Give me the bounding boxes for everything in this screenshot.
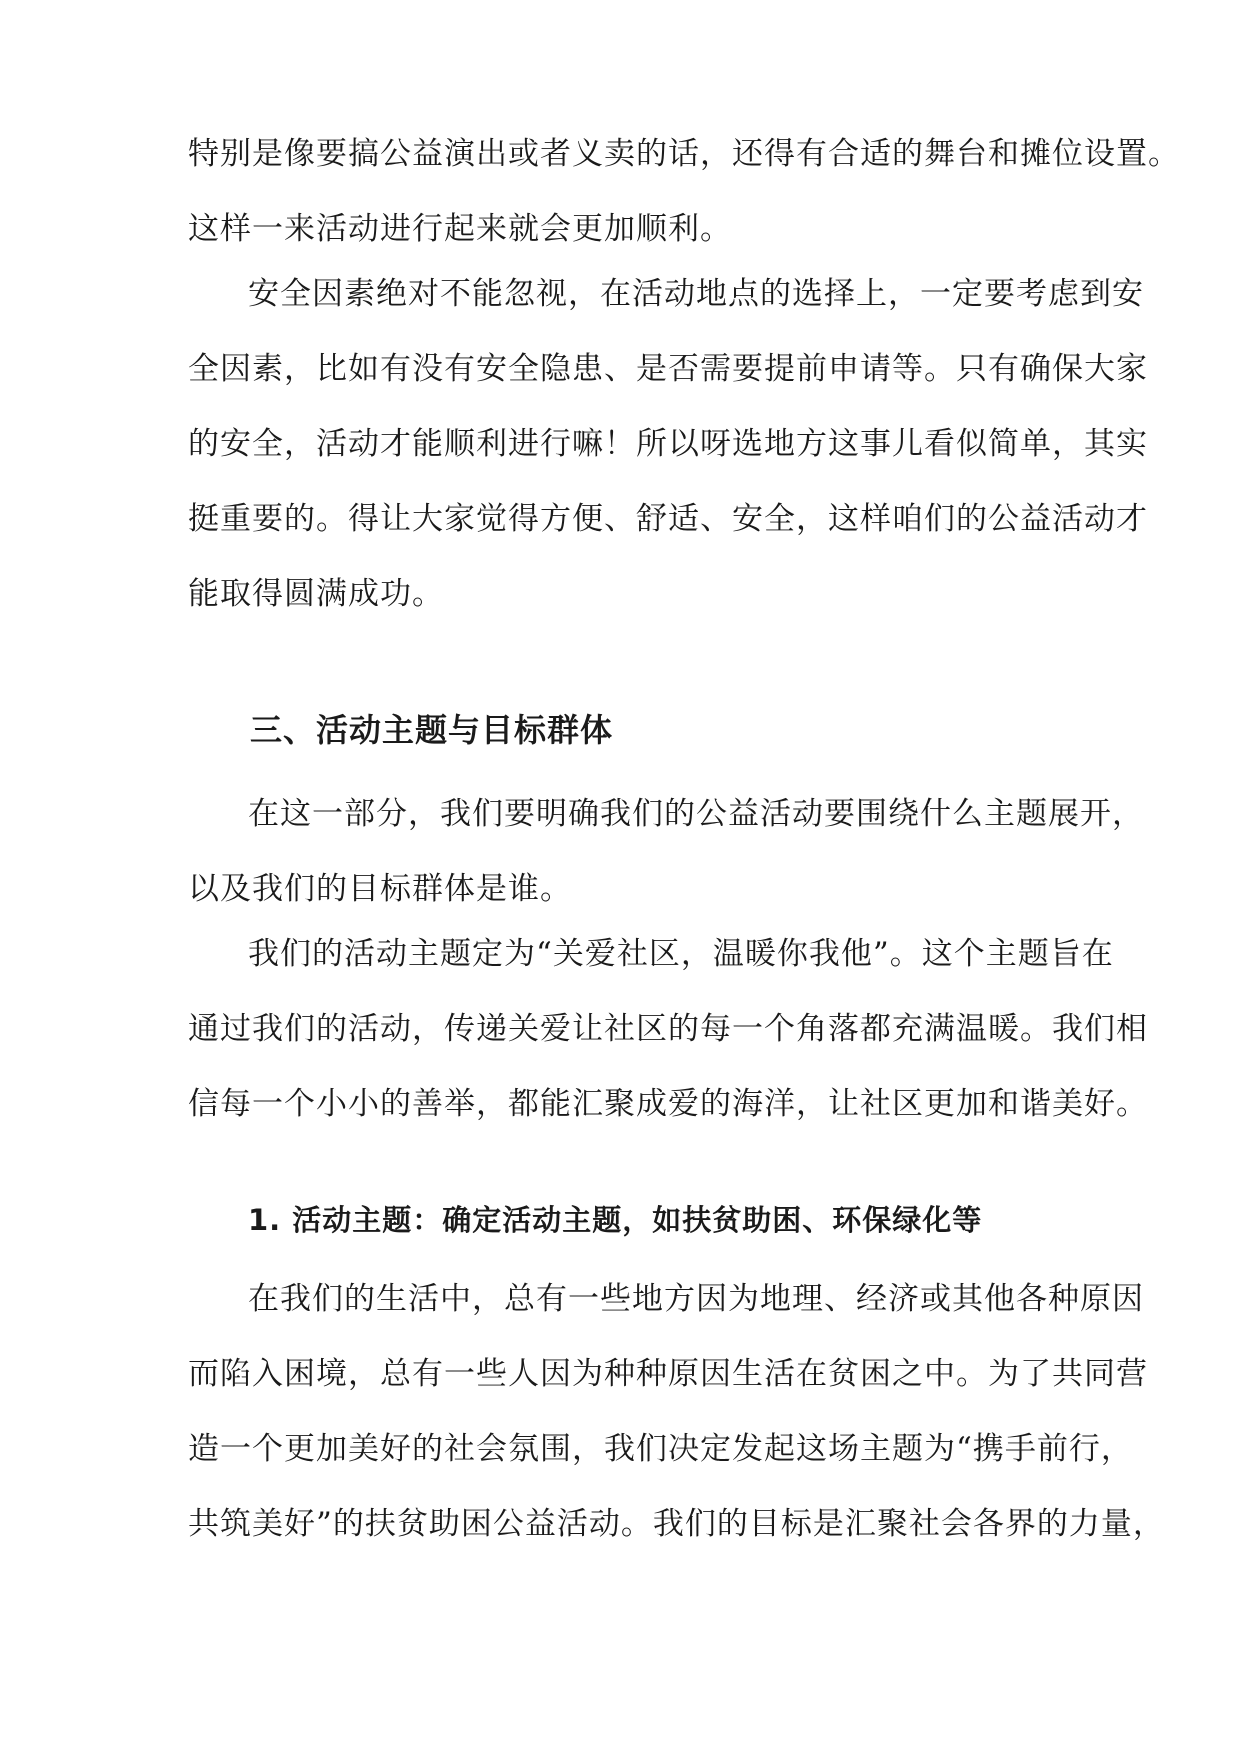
text-line: 挺重要的。得让大家觉得方便、舒适、安全，这样咱们的公益活动才	[188, 501, 1148, 537]
text-line: 信每一个小小的善举，都能汇聚成爱的海洋，让社区更加和谐美好。	[188, 1086, 1148, 1122]
subsection-heading: 1. 活动主题：确定活动主题，如扶贫助困、环保绿化等	[248, 1203, 983, 1237]
text-line: 的安全，活动才能顺利进行嘛！所以呀选地方这事儿看似简单，其实	[188, 426, 1148, 462]
text-line: 共筑美好”的扶贫助困公益活动。我们的目标是汇聚社会各界的力量，	[188, 1506, 1165, 1542]
text-line: 而陷入困境，总有一些人因为种种原因生活在贫困之中。为了共同营	[188, 1356, 1148, 1392]
paragraph-poverty-relief	[188, 1262, 1165, 1562]
section-heading: 三、活动主题与目标群体	[250, 711, 614, 749]
text-line: 通过我们的活动，传递关爱让社区的每一个角落都充满温暖。我们相	[188, 1011, 1148, 1047]
text-line: 安全因素绝对不能忽视，在活动地点的选择上，一定要考虑到安	[248, 276, 1144, 312]
text-line: 能取得圆满成功。	[188, 576, 444, 612]
paragraph-theme	[188, 917, 1148, 1142]
text-line: 在我们的生活中，总有一些地方因为地理、经济或其他各种原因	[248, 1281, 1144, 1317]
paragraph-section-intro	[188, 777, 1144, 927]
text-line: 特别是像要搞公益演出或者义卖的话，还得有合适的舞台和摊位设置。	[188, 136, 1180, 172]
text-line: 这样一来活动进行起来就会更加顺利。	[188, 211, 732, 247]
text-line: 我们的活动主题定为“关爱社区，温暖你我他”。这个主题旨在	[248, 936, 1114, 972]
paragraph-safety	[188, 257, 1148, 632]
text-line: 全因素，比如有没有安全隐患、是否需要提前申请等。只有确保大家	[188, 351, 1148, 387]
paragraph-venue-setup	[188, 117, 1180, 267]
text-line: 以及我们的目标群体是谁。	[188, 871, 572, 907]
text-line: 在这一部分，我们要明确我们的公益活动要围绕什么主题展开，	[248, 796, 1144, 832]
text-line: 造一个更加美好的社会氛围，我们决定发起这场主题为“携手前行，	[188, 1431, 1133, 1467]
